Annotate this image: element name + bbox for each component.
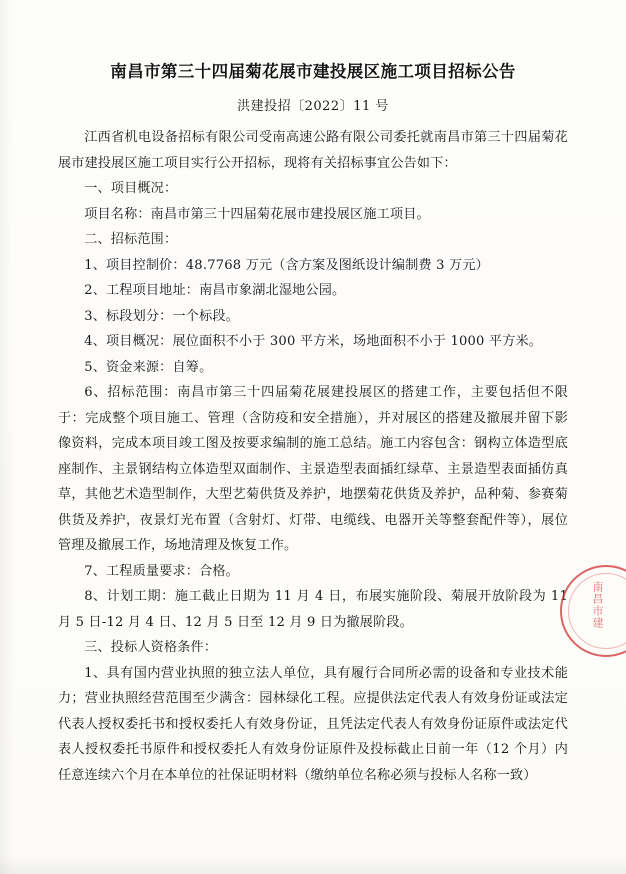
section-body-2-7: 7、工程质量要求：合格。 (84, 563, 239, 579)
document-number: 洪建投招〔2022〕11 号 (237, 99, 389, 115)
section-body-2-6: 6、招标范围：南昌市第三十四届菊花展建投展区的搭建工作，主要包括但不限于：完成整个项目施工、管理（含防疫和安全措施），并对展区的搭建及撤展并留下影像资料，完成本项目竣工图及按要求编制的施工总结。施工内容包含：钢构立体造型底座制作、主景钢结构立体造型双面制作、主景造型表面插红绿草、主景造型表面插仿真草，其他艺术造型制作，大型艺菊供货及养护，地摆菊花供货及养护，品种菊、参赛菊供货及养护，夜景灯光布置（含射灯、灯带、电缆线、电器开关等整套配件等），展位管理及撤展工作，场地清理及恢复工作。 (58, 385, 568, 554)
page-edge-shadow-bottom (0, 856, 626, 874)
section-body-2-5: 5、资金来源：自筹。 (84, 359, 213, 375)
section-body-2-2: 2、工程项目地址：南昌市象湖北湿地公园。 (84, 283, 346, 299)
intro-paragraph: 江西省机电设备招标有限公司受南高速公路有限公司委托就南昌市第三十四届菊花展市建投展区施工项目实行公开招标，现将有关招标事宜公告如下： (58, 130, 568, 171)
section-body-2-1: 1、项目控制价：48.7768 万元（含方案及图纸设计编制费 3 万元） (84, 257, 489, 273)
page-edge-shadow-left (0, 0, 14, 874)
section-body-3-1: 1、具有国内营业执照的独立法人单位，具有履行合同所必需的设备和专业技术能力；营业执照经营范围至少满含：园林绿化工程。应提供法定代表人有效身份证或法定代表人授权委托书和授权委托人有效身份证，且凭法定代表人有效身份证原件或法定代表人授权委托书原件和授权委托人有效身份证原件及投标截止日前一年（12 个月）内任意连续六个月在本单位的社保证明材料（缴纳单位名称必须与投标人名称一致） (58, 665, 568, 783)
page-title: 南昌市第三十四届菊花展市建投展区施工项目招标公告 (110, 62, 516, 81)
official-seal (560, 565, 626, 657)
section-body-1: 项目名称：南昌市第三十四届菊花展市建投展区施工项目。 (84, 206, 430, 222)
section-body-2-8: 8、计划工期：施工截止日期为 11 月 4 日，布展实施阶段、菊展开放阶段为 11 月 5 日-12 月 4 日、12 月 5 日至 12 月 9 日为撤展阶段。 (58, 589, 568, 630)
section-heading-1: 一、项目概况： (84, 181, 178, 197)
seal-label: 南昌市建 (591, 581, 604, 629)
section-heading-2: 二、招标范围： (84, 232, 178, 248)
document-body (58, 60, 568, 788)
section-heading-3: 三、投标人资格条件： (84, 640, 218, 656)
section-body-2-4: 4、项目概况：展位面积不小于 300 平方米，场地面积不小于 1000 平方米。 (84, 334, 543, 350)
section-body-2-3: 3、标段划分：一个标段。 (84, 308, 239, 324)
